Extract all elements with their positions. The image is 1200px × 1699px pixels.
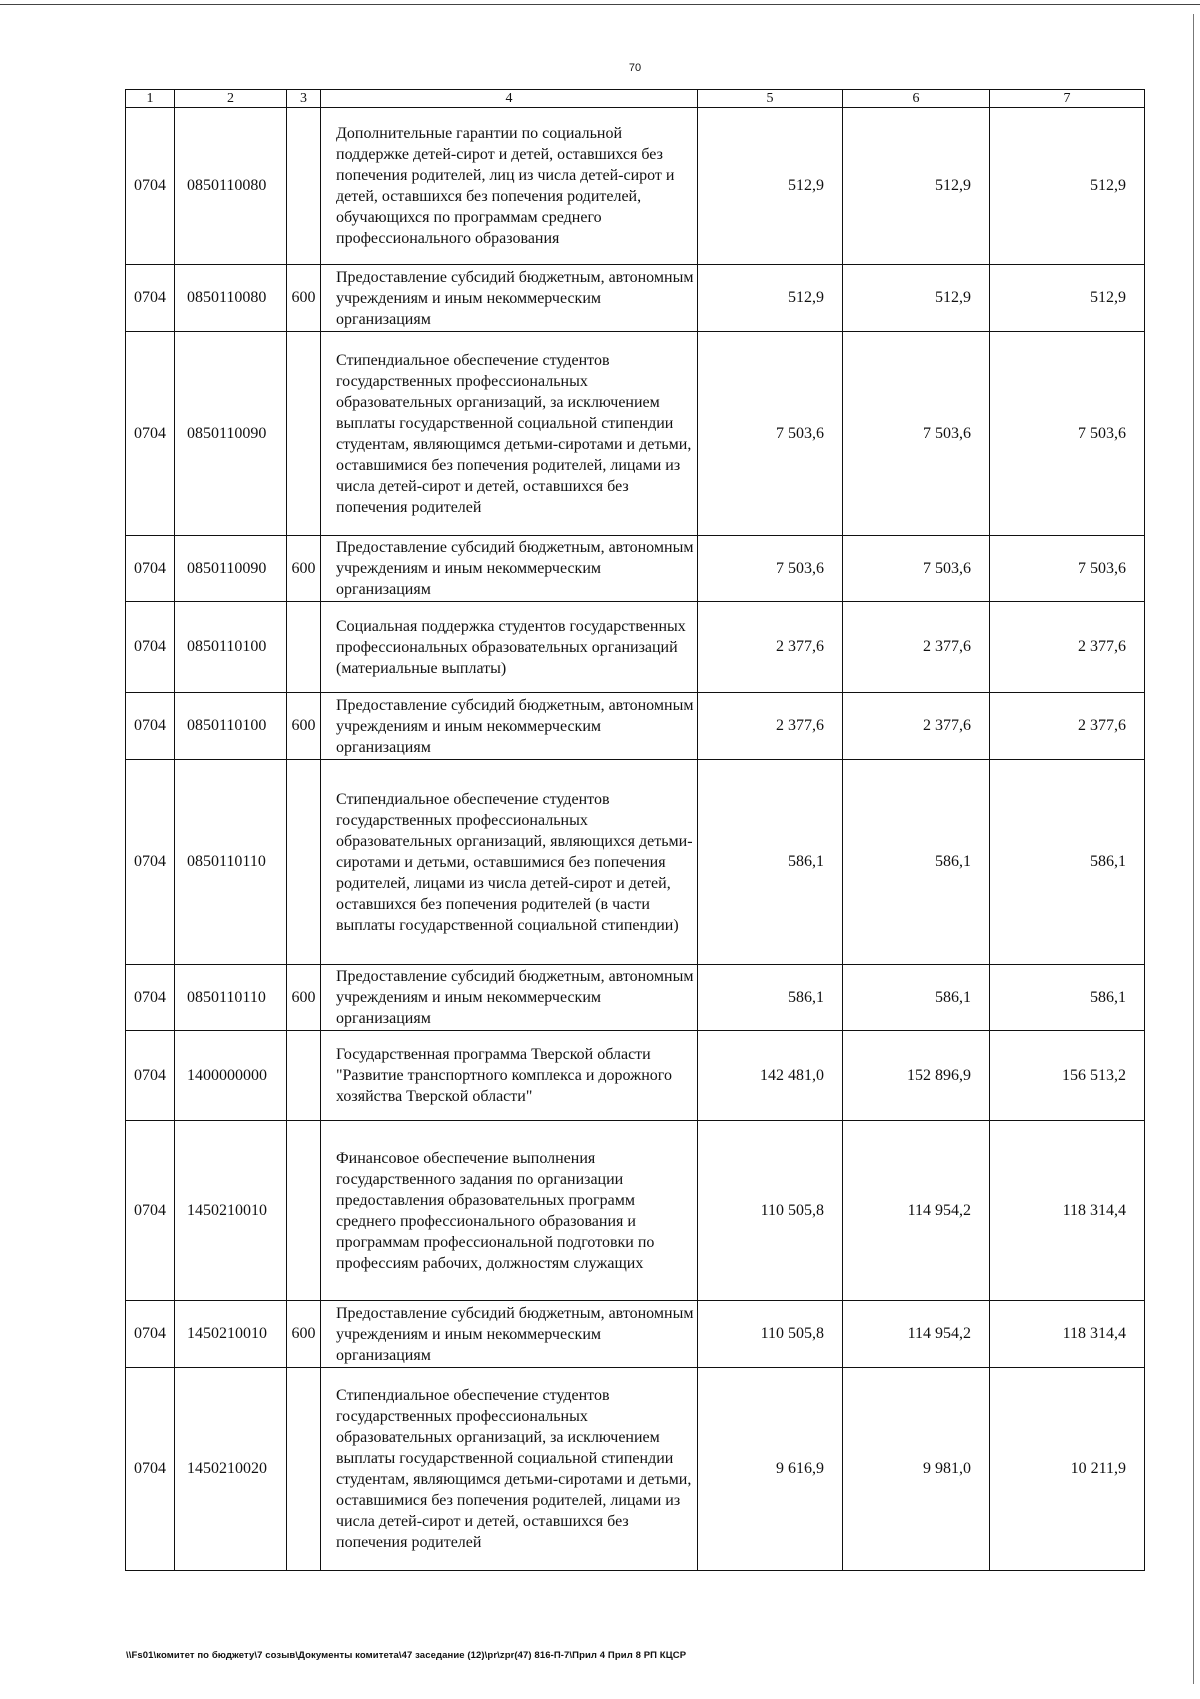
amount-col5-cell: 7 503,6 — [698, 332, 843, 536]
amount-col6-cell: 2 377,6 — [843, 693, 990, 760]
description-cell: Предоставление субсидий бюджетным, автономным учреждениям и иным некоммерческим организациям — [321, 1301, 698, 1368]
scan-edge-right — [1193, 14, 1194, 1684]
amount-col6-cell: 2 377,6 — [843, 602, 990, 693]
table-row — [126, 965, 1145, 1031]
amount-col6-cell: 7 503,6 — [843, 332, 990, 536]
target-code-cell: 0850110110 — [175, 965, 287, 1031]
target-code-cell: 0850110080 — [175, 108, 287, 265]
table-header-row — [126, 90, 1145, 108]
expense-type-cell: 600 — [287, 965, 321, 1031]
table-row — [126, 602, 1145, 693]
amount-col6-cell: 586,1 — [843, 965, 990, 1031]
section-code-cell: 0704 — [126, 965, 175, 1031]
amount-col6-cell: 512,9 — [843, 108, 990, 265]
expense-type-cell: 600 — [287, 536, 321, 602]
target-code-cell: 0850110100 — [175, 602, 287, 693]
budget-table — [125, 89, 1145, 1571]
target-code-cell: 0850110080 — [175, 265, 287, 332]
section-code-cell: 0704 — [126, 108, 175, 265]
amount-col7-cell: 7 503,6 — [990, 332, 1145, 536]
column-header: 3 — [287, 90, 321, 108]
table-row — [126, 536, 1145, 602]
amount-col6-cell: 7 503,6 — [843, 536, 990, 602]
expense-type-cell: 600 — [287, 693, 321, 760]
amount-col5-cell: 512,9 — [698, 108, 843, 265]
description-cell: Предоставление субсидий бюджетным, автономным учреждениям и иным некоммерческим организациям — [321, 693, 698, 760]
description-cell: Стипендиальное обеспечение студентов государственных профессиональных образовательных организаций, за исключением выплаты государственной социальной стипендии студентам, являющимся детьми-сиротами и детьми, оставшимися без попечения родителей, лицами из числа детей-сирот и детей, оставшихся без попечения родителей — [321, 332, 698, 536]
amount-col7-cell: 118 314,4 — [990, 1121, 1145, 1301]
amount-col6-cell: 114 954,2 — [843, 1301, 990, 1368]
amount-col6-cell: 512,9 — [843, 265, 990, 332]
amount-col7-cell: 7 503,6 — [990, 536, 1145, 602]
amount-col5-cell: 7 503,6 — [698, 536, 843, 602]
section-code-cell: 0704 — [126, 1368, 175, 1571]
description-cell: Предоставление субсидий бюджетным, автономным учреждениям и иным некоммерческим организациям — [321, 965, 698, 1031]
amount-col6-cell: 114 954,2 — [843, 1121, 990, 1301]
target-code-cell: 0850110100 — [175, 693, 287, 760]
page-number: 70 — [628, 62, 642, 74]
section-code-cell: 0704 — [126, 1121, 175, 1301]
amount-col7-cell: 512,9 — [990, 265, 1145, 332]
table-row — [126, 760, 1145, 965]
expense-type-cell — [287, 1368, 321, 1571]
amount-col5-cell: 110 505,8 — [698, 1301, 843, 1368]
table-row — [126, 265, 1145, 332]
expense-type-cell — [287, 1121, 321, 1301]
expense-type-cell — [287, 1031, 321, 1121]
target-code-cell: 1400000000 — [175, 1031, 287, 1121]
description-cell: Предоставление субсидий бюджетным, автономным учреждениям и иным некоммерческим организациям — [321, 536, 698, 602]
amount-col5-cell: 586,1 — [698, 760, 843, 965]
column-header: 4 — [321, 90, 698, 108]
column-header: 5 — [698, 90, 843, 108]
table-row — [126, 1031, 1145, 1121]
section-code-cell: 0704 — [126, 1031, 175, 1121]
target-code-cell: 1450210010 — [175, 1121, 287, 1301]
expense-type-cell — [287, 108, 321, 265]
amount-col7-cell: 586,1 — [990, 760, 1145, 965]
amount-col7-cell: 10 211,9 — [990, 1368, 1145, 1571]
amount-col5-cell: 9 616,9 — [698, 1368, 843, 1571]
description-cell: Предоставление субсидий бюджетным, автономным учреждениям и иным некоммерческим организациям — [321, 265, 698, 332]
column-header: 1 — [126, 90, 175, 108]
expense-type-cell — [287, 602, 321, 693]
table-row — [126, 693, 1145, 760]
amount-col7-cell: 586,1 — [990, 965, 1145, 1031]
section-code-cell: 0704 — [126, 265, 175, 332]
target-code-cell: 1450210020 — [175, 1368, 287, 1571]
document-file-path: \\Fs01\комитет по бюджету\7 созыв\Документы комитета\47 заседание (12)\pr\zpr(47) 816-П-7\Прил 4 Прил 8 РП КЦСР — [126, 1650, 687, 1661]
expense-type-cell: 600 — [287, 265, 321, 332]
table-row — [126, 332, 1145, 536]
section-code-cell: 0704 — [126, 693, 175, 760]
amount-col5-cell: 110 505,8 — [698, 1121, 843, 1301]
section-code-cell: 0704 — [126, 1301, 175, 1368]
amount-col6-cell: 586,1 — [843, 760, 990, 965]
amount-col7-cell: 512,9 — [990, 108, 1145, 265]
scan-edge-top — [0, 4, 1200, 5]
description-cell: Дополнительные гарантии по социальной поддержке детей-сирот и детей, оставшихся без попечения родителей, лиц из числа детей-сирот и детей, оставшихся без попечения родителей, обучающихся по программам среднего профессионального образования — [321, 108, 698, 265]
section-code-cell: 0704 — [126, 332, 175, 536]
table-row — [126, 1121, 1145, 1301]
column-header: 6 — [843, 90, 990, 108]
amount-col6-cell: 9 981,0 — [843, 1368, 990, 1571]
column-header: 2 — [175, 90, 287, 108]
amount-col5-cell: 142 481,0 — [698, 1031, 843, 1121]
amount-col5-cell: 512,9 — [698, 265, 843, 332]
description-cell: Стипендиальное обеспечение студентов государственных профессиональных образовательных организаций, за исключением выплаты государственной социальной стипендии студентам, являющимся детьми-сиротами и детьми, оставшимися без попечения родителей, лицами из числа детей-сирот и детей, оставшихся без попечения родителей — [321, 1368, 698, 1571]
table-row — [126, 1368, 1145, 1571]
description-cell: Стипендиальное обеспечение студентов государственных профессиональных образовательных организаций, являющихся детьми-сиротами и детьми, оставшимися без попечения родителей, лицами из числа детей-сирот и детей, оставшихся без попечения родителей (в части выплаты государственной социальной стипендии) — [321, 760, 698, 965]
amount-col7-cell: 2 377,6 — [990, 602, 1145, 693]
column-header: 7 — [990, 90, 1145, 108]
target-code-cell: 0850110090 — [175, 332, 287, 536]
amount-col5-cell: 2 377,6 — [698, 693, 843, 760]
section-code-cell: 0704 — [126, 536, 175, 602]
description-cell: Социальная поддержка студентов государственных профессиональных образовательных организаций (материальные выплаты) — [321, 602, 698, 693]
amount-col5-cell: 586,1 — [698, 965, 843, 1031]
table-row — [126, 108, 1145, 265]
section-code-cell: 0704 — [126, 760, 175, 965]
description-cell: Государственная программа Тверской области "Развитие транспортного комплекса и дорожного хозяйства Тверской области" — [321, 1031, 698, 1121]
section-code-cell: 0704 — [126, 602, 175, 693]
amount-col7-cell: 156 513,2 — [990, 1031, 1145, 1121]
table-row — [126, 1301, 1145, 1368]
target-code-cell: 0850110090 — [175, 536, 287, 602]
amount-col6-cell: 152 896,9 — [843, 1031, 990, 1121]
amount-col7-cell: 2 377,6 — [990, 693, 1145, 760]
expense-type-cell: 600 — [287, 1301, 321, 1368]
expense-type-cell — [287, 332, 321, 536]
description-cell: Финансовое обеспечение выполнения государственного задания по организации предоставления образовательных программ среднего профессионального образования и программам профессиональной подготовки по профессиям рабочих, должностям служащих — [321, 1121, 698, 1301]
expense-type-cell — [287, 760, 321, 965]
amount-col5-cell: 2 377,6 — [698, 602, 843, 693]
target-code-cell: 1450210010 — [175, 1301, 287, 1368]
target-code-cell: 0850110110 — [175, 760, 287, 965]
amount-col7-cell: 118 314,4 — [990, 1301, 1145, 1368]
